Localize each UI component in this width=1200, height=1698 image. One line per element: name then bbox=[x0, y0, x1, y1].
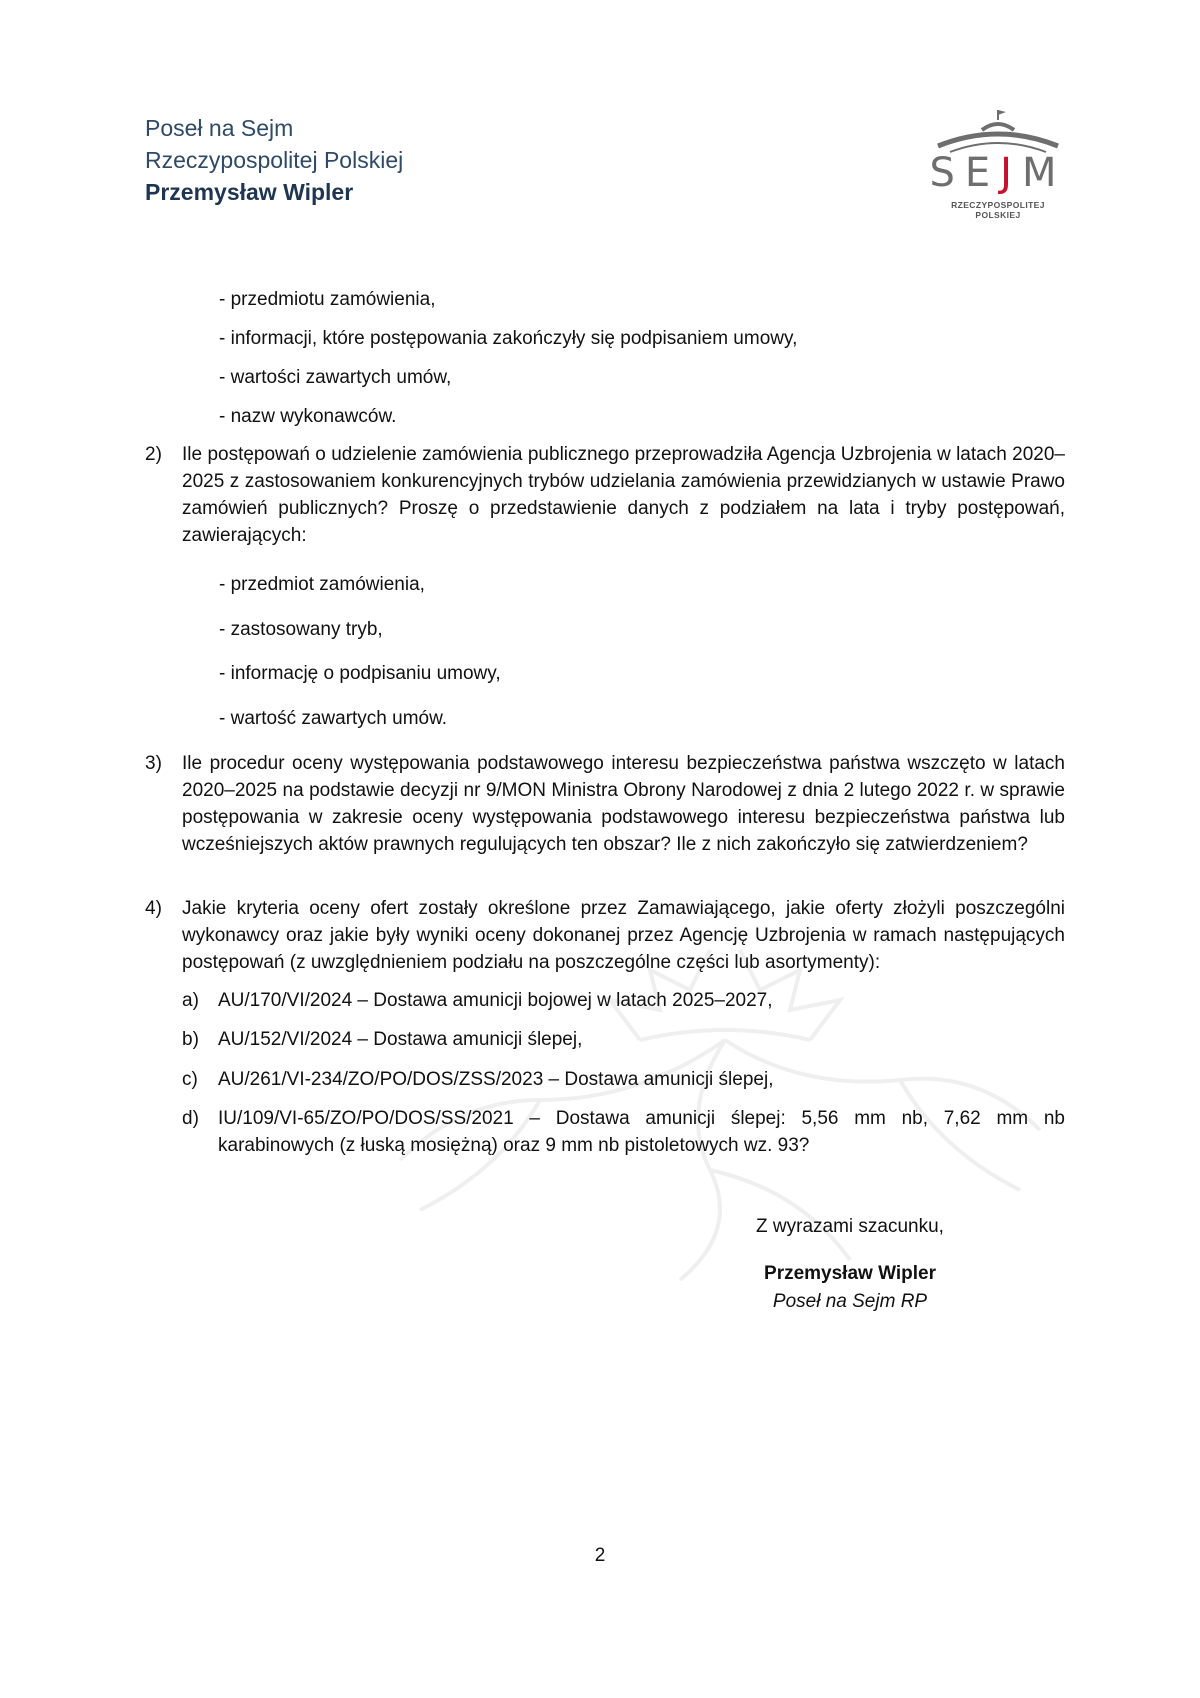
question-text: Jakie kryteria oceny ofert zostały określone przez Zamawiającego, jakie oferty złożyli poszczególni wykonawcy oraz jakie były wyniki oceny dokonanej przez Agencję Uzbrojenia w ramach następujących postępowań (z uwzględnieniem podziału na poszczególne części lub asortymenty): bbox=[182, 898, 1065, 973]
question-text: Ile postępowań o udzielenie zamówienia publicznego przeprowadziła Agencja Uzbrojenia w latach 2020–2025 z zastosowaniem konkurencyjnych trybów udzielania zamówienia przewidzianych w ustawie Prawo zamówień publicznych? Proszę o przedstawienie danych z podziałem na lata i tryby postępowań, zawierających: bbox=[182, 444, 1065, 546]
question-number: 3) bbox=[145, 753, 162, 774]
procedure-text: AU/152/VI/2024 – Dostawa amunicji ślepej, bbox=[218, 1029, 583, 1050]
question-2-bullet: - zastosowany tryb, bbox=[219, 619, 383, 640]
letterhead-line-1: Poseł na Sejm bbox=[145, 115, 294, 141]
procedure-letter: c) bbox=[182, 1069, 198, 1090]
sejm-logo-wordmark bbox=[928, 150, 1068, 196]
logo-letter-m: M bbox=[1021, 150, 1067, 196]
question-text: Ile procedur oceny występowania podstawowego interesu bezpieczeństwa państwa wszczęto w latach 2020–2025 na podstawie decyzji nr 9/MON Ministra Obrony Narodowej z dnia 2 lutego 2022 r. w sprawie postępowania w zakresie oceny występowania podstawowego interesu bezpieczeństwa państwa lub wcześniejszych aktów prawnych regulujących ten obszar? Ile z nich zakończyło się zatwierdzeniem? bbox=[182, 753, 1065, 855]
intro-bullet: - przedmiotu zamówienia, bbox=[219, 289, 436, 310]
logo-letter-j: J bbox=[1000, 150, 1022, 196]
page-number: 2 bbox=[594, 1545, 606, 1566]
question-2-bullet: - informację o podpisaniu umowy, bbox=[219, 663, 501, 684]
question-number: 2) bbox=[145, 444, 162, 465]
procedure-text: IU/109/VI-65/ZO/PO/DOS/SS/2021 – Dostawa amunicji ślepej: 5,56 mm nb, 7,62 mm nb karabinowych (z łuską mosiężną) oraz 9 mm nb pistoletowych wz. 93? bbox=[218, 1108, 1065, 1156]
sejm-logo-subtitle: RZECZYPOSPOLITEJ POLSKIEJ bbox=[951, 200, 1045, 220]
question-2-bullet: - przedmiot zamówienia, bbox=[219, 574, 425, 595]
logo-letter-e: E bbox=[964, 150, 1001, 196]
letterhead bbox=[145, 112, 403, 208]
procedure-letter: d) bbox=[182, 1108, 199, 1129]
signature-title: Poseł na Sejm RP bbox=[772, 1291, 928, 1312]
procedure-text: AU/170/VI/2024 – Dostawa amunicji bojowej w latach 2025–2027, bbox=[218, 990, 773, 1011]
logo-letter-s: S bbox=[929, 150, 965, 196]
question-number: 4) bbox=[145, 898, 162, 919]
procedure-letter: b) bbox=[182, 1029, 199, 1050]
closing-salutation: Z wyrazami szacunku, bbox=[756, 1216, 944, 1237]
procedure-text: AU/261/VI-234/ZO/PO/DOS/ZSS/2023 – Dostawa amunicji ślepej, bbox=[218, 1069, 774, 1090]
procedure-letter: a) bbox=[182, 990, 199, 1011]
intro-bullet: - wartości zawartych umów, bbox=[219, 367, 452, 388]
question-2-bullet: - wartość zawartych umów. bbox=[219, 708, 448, 729]
intro-bullet: - nazw wykonawców. bbox=[219, 406, 397, 427]
intro-bullet: - informacji, które postępowania zakończyły się podpisaniem umowy, bbox=[219, 328, 798, 349]
letterhead-name: Przemysław Wipler bbox=[145, 179, 354, 205]
letterhead-line-2: Rzeczypospolitej Polskiej bbox=[145, 147, 404, 173]
signature-name: Przemysław Wipler bbox=[764, 1263, 936, 1284]
sejm-logo bbox=[928, 108, 1068, 218]
